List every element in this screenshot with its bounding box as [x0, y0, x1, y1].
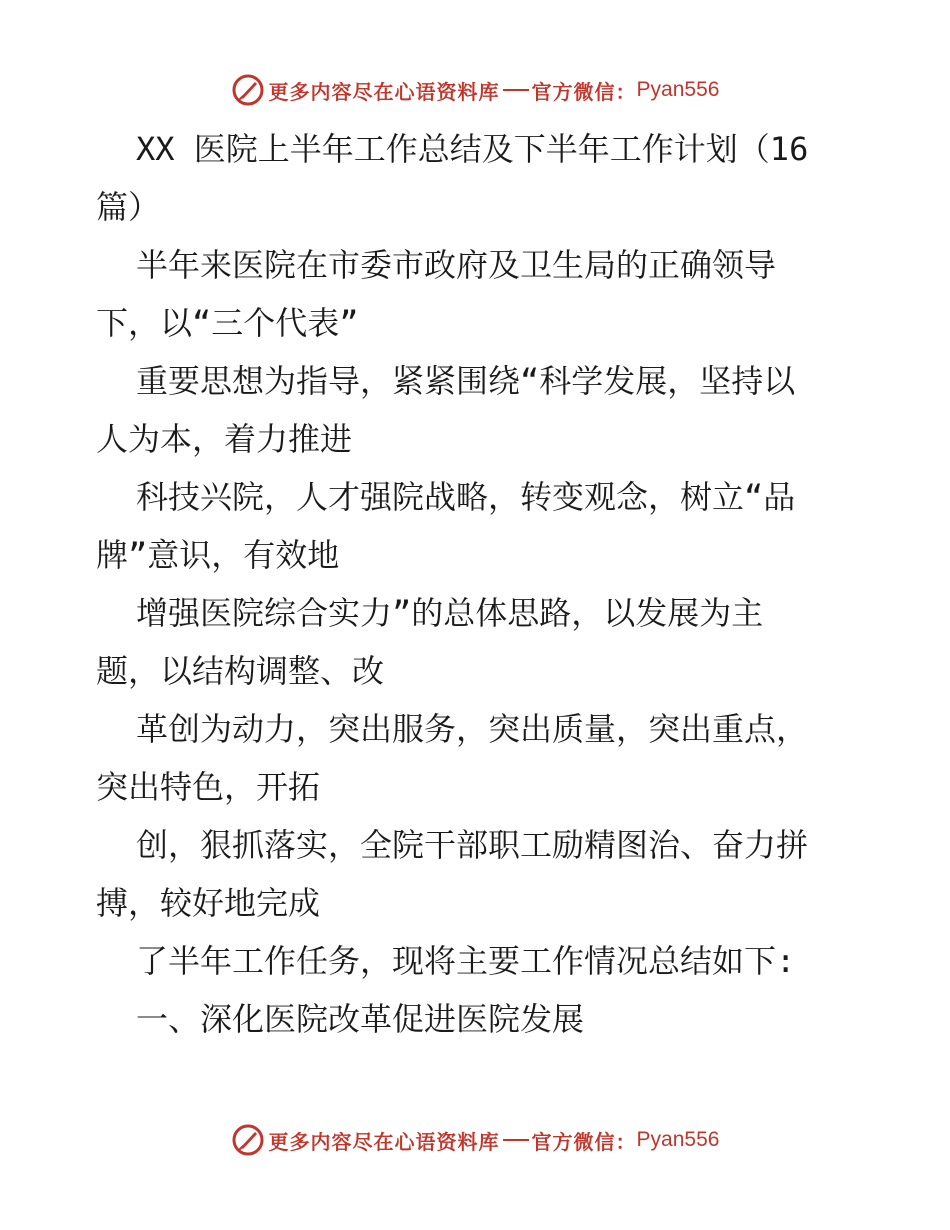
paragraph-line: 人为本，着力推进 [96, 420, 353, 458]
paragraph-line: 下，以“三个代表” [96, 304, 359, 342]
paragraph-line: 突出特色，开拓 [96, 768, 321, 806]
paragraph-line: 科技兴院，人才强院战略，转变观念，树立“品 [136, 478, 796, 516]
banner-site-text: 更多内容尽在心语资料库 [268, 79, 500, 104]
document-title-line-1: XX 医院上半年工作总结及下半年工作计划（16 [136, 130, 809, 168]
banner-wechat-id: Pyan556 [636, 78, 720, 101]
banner-dash [503, 89, 529, 91]
paragraph-line: 了半年工作任务，现将主要工作情况总结如下: [136, 942, 796, 980]
paragraph-line: 创，狠抓落实，全院干部职工励精图治、奋力拼 [136, 826, 809, 864]
section-heading: 一、深化医院改革促进医院发展 [136, 1000, 585, 1038]
paragraph-line: 重要思想为指导，紧紧围绕“科学发展，坚持以 [136, 362, 796, 400]
paragraph-line: 牌”意识，有效地 [96, 536, 340, 574]
banner-wechat-label: 官方微信： [531, 79, 637, 104]
paragraph-line: 题，以结构调整、改 [96, 652, 385, 690]
paragraph-line: 搏，较好地完成 [96, 884, 321, 922]
banner-wechat-label: 官方微信： [531, 1129, 637, 1154]
paragraph-line: 革创为动力，突出服务，突出质量，突出重点， [136, 710, 809, 748]
paragraph-line: 增强医院综合实力”的总体思路，以发展为主 [136, 594, 764, 632]
footer-banner [0, 1120, 950, 1160]
quill-circle-icon [231, 73, 265, 107]
document-body [96, 120, 856, 1048]
paragraph-line: 半年来医院在市委市政府及卫生局的正确领导 [136, 246, 777, 284]
banner-wechat-id: Pyan556 [636, 1128, 720, 1151]
banner-site-text: 更多内容尽在心语资料库 [268, 1129, 500, 1154]
banner-dash [503, 1139, 529, 1141]
header-banner [0, 70, 950, 110]
quill-circle-icon [231, 1123, 265, 1157]
document-title-line-2: 篇） [96, 188, 161, 226]
